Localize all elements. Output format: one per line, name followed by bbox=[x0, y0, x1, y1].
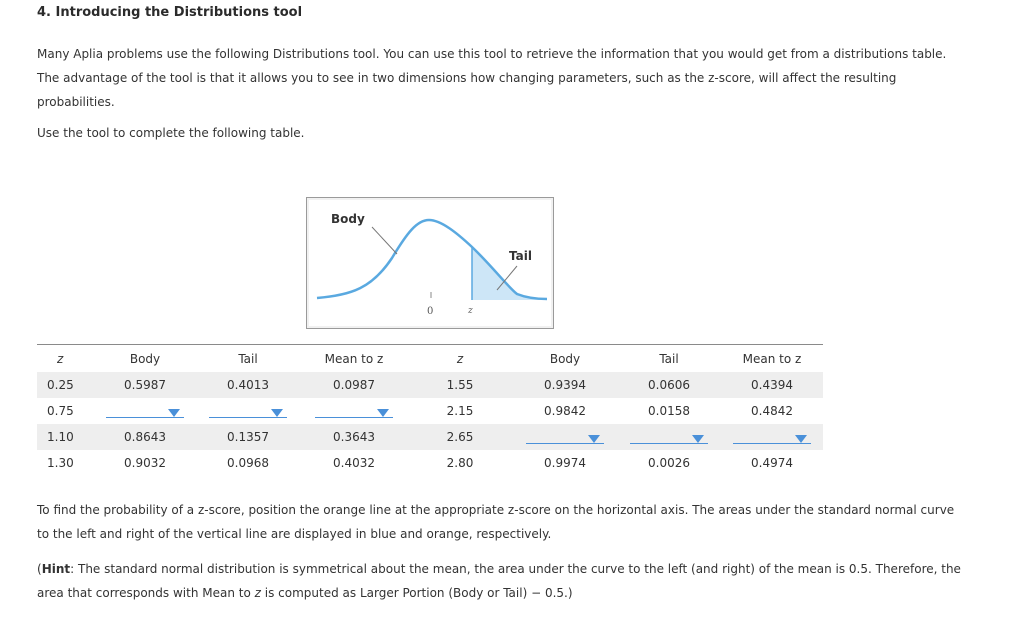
hint-label: Hint bbox=[41, 562, 71, 576]
cell-body: 0.9842 bbox=[544, 404, 586, 418]
tick-zero: 0 bbox=[427, 306, 434, 317]
header-body: Body bbox=[513, 345, 617, 373]
cell-mean-to-z bbox=[301, 398, 407, 424]
cell-body: 0.8643 bbox=[95, 424, 195, 450]
table-row bbox=[37, 450, 823, 476]
tail-dropdown[interactable] bbox=[209, 405, 287, 418]
cell-z: 0.75 bbox=[47, 404, 74, 418]
hint-text-1: : The standard normal distribution is symmetrical about the mean, the area under the curve to the left (and right) of the mean is 0.5. Therefore, the area that corresponds with Mean to bbox=[37, 562, 961, 600]
cell-tail: 0.4013 bbox=[195, 372, 301, 398]
cell-tail: 0.1357 bbox=[195, 424, 301, 450]
cell-tail bbox=[617, 424, 721, 450]
instructions-paragraph: To find the probability of a z-score, position the orange line at the appropriate z-score on the horizontal axis. The areas under the standard normal curve to the left and right of the vertical line are displayed in blue and orange, respectively. bbox=[37, 503, 955, 541]
hint-open: ( bbox=[37, 562, 42, 576]
cell-mean-to-z bbox=[721, 424, 823, 450]
distribution-table bbox=[37, 344, 823, 476]
hint-paragraph bbox=[37, 557, 977, 605]
cell-tail: 0.0606 bbox=[617, 372, 721, 398]
cell-z: 2.15 bbox=[446, 404, 474, 418]
mean-to-z-dropdown[interactable] bbox=[315, 405, 393, 418]
cell-body bbox=[95, 398, 195, 424]
header-z: z bbox=[37, 345, 95, 373]
cell-body: 0.9974 bbox=[544, 456, 586, 470]
chevron-down-icon bbox=[271, 409, 283, 417]
cell-z: 1.10 bbox=[37, 424, 95, 450]
header-body: Body bbox=[95, 345, 195, 373]
header-mean-to-z: Mean to z bbox=[721, 345, 823, 373]
chevron-down-icon bbox=[692, 435, 704, 443]
intro-paragraph: Many Aplia problems use the following Distributions tool. You can use this tool to retrieve the information that you would get from a distributions table. The advantage of the tool is that it allows you to see in two dimensions how changing parameters, such as the z-score, will affect the resulting probabilities. bbox=[37, 47, 947, 109]
cell-body bbox=[513, 424, 617, 450]
cell-mean-to-z: 0.3643 bbox=[301, 424, 407, 450]
cell-tail bbox=[195, 398, 301, 424]
cell-mean-to-z: 0.4032 bbox=[333, 456, 375, 470]
cell-z: 1.30 bbox=[47, 456, 74, 470]
table-row bbox=[37, 398, 823, 424]
cell-z: 1.55 bbox=[407, 372, 513, 398]
body-dropdown[interactable] bbox=[526, 431, 604, 444]
page-title: 4. Introducing the Distributions tool bbox=[37, 5, 303, 20]
tick-z: z bbox=[468, 306, 473, 316]
cell-z: 0.25 bbox=[37, 372, 95, 398]
cell-tail: 0.0026 bbox=[648, 456, 690, 470]
body-label: Body bbox=[331, 212, 365, 226]
cell-tail: 0.0158 bbox=[648, 404, 690, 418]
header-tail: Tail bbox=[195, 345, 301, 373]
table-header-row bbox=[37, 345, 823, 373]
cell-body: 0.5987 bbox=[95, 372, 195, 398]
body-dropdown[interactable] bbox=[106, 405, 184, 418]
tail-dropdown[interactable] bbox=[630, 431, 708, 444]
cell-z: 2.80 bbox=[446, 456, 474, 470]
cell-z: 2.65 bbox=[407, 424, 513, 450]
header-tail: Tail bbox=[617, 345, 721, 373]
mean-to-z-dropdown[interactable] bbox=[733, 431, 811, 444]
cell-mean-to-z: 0.4394 bbox=[721, 372, 823, 398]
table-row bbox=[37, 372, 823, 398]
cell-mean-to-z: 0.4974 bbox=[751, 456, 793, 470]
hint-z: z bbox=[254, 586, 261, 600]
cell-mean-to-z: 0.4842 bbox=[751, 404, 793, 418]
table-row bbox=[37, 424, 823, 450]
chevron-down-icon bbox=[588, 435, 600, 443]
chevron-down-icon bbox=[795, 435, 807, 443]
hint-text-2: is computed as Larger Portion (Body or Tail) − 0.5.) bbox=[260, 586, 573, 600]
instruction-text: Use the tool to complete the following table. bbox=[37, 126, 305, 140]
tail-label: Tail bbox=[509, 249, 532, 263]
cell-body: 0.9394 bbox=[513, 372, 617, 398]
header-mean-to-z: Mean to z bbox=[301, 345, 407, 373]
cell-tail: 0.0968 bbox=[227, 456, 269, 470]
cell-mean-to-z: 0.0987 bbox=[301, 372, 407, 398]
body-pointer bbox=[372, 227, 397, 254]
chevron-down-icon bbox=[377, 409, 389, 417]
distribution-figure bbox=[306, 197, 554, 329]
cell-body: 0.9032 bbox=[124, 456, 166, 470]
header-z: z bbox=[407, 345, 513, 373]
chevron-down-icon bbox=[168, 409, 180, 417]
